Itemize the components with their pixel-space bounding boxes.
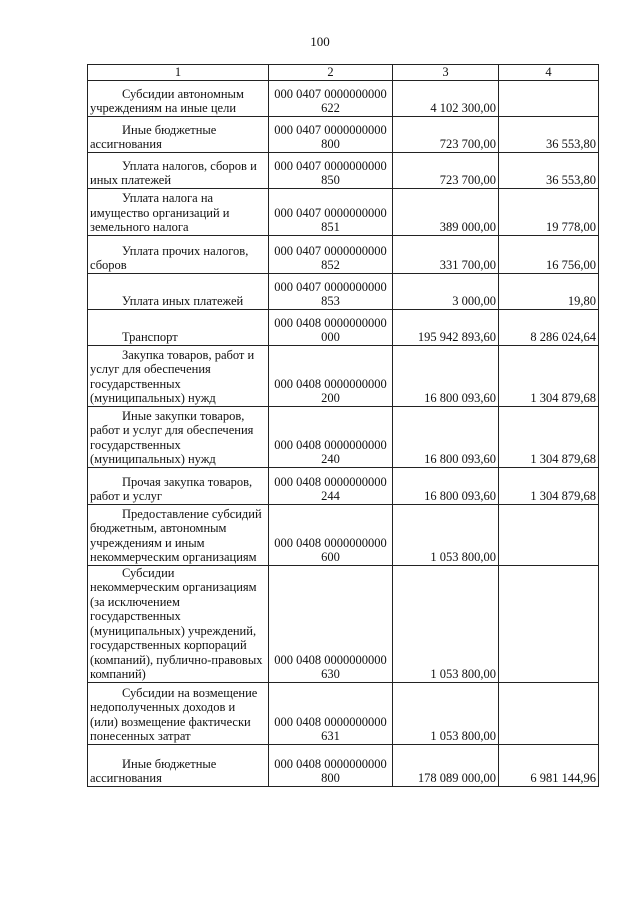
row-amount-col4	[499, 80, 599, 116]
table-row	[88, 504, 599, 565]
table-row	[88, 188, 599, 235]
row-amount-col4: 16 756,00	[499, 235, 599, 273]
row-amount-col3: 4 102 300,00	[393, 80, 499, 116]
row-code: 000 0408 0000000000 800	[269, 744, 393, 786]
row-amount-col4	[499, 504, 599, 565]
row-name: Иные бюджетные ассигнования	[90, 756, 217, 785]
row-name: Прочая закупка товаров, работ и услуг	[90, 474, 253, 503]
table-header-row	[88, 65, 599, 81]
column-header-1: 1	[88, 65, 269, 81]
row-code: 000 0407 0000000000 800	[269, 116, 393, 152]
row-code: 000 0407 0000000000 622	[269, 80, 393, 116]
row-name-cell	[88, 682, 269, 744]
row-code: 000 0408 0000000000 631	[269, 682, 393, 744]
row-name-cell	[88, 235, 269, 273]
row-code: 000 0408 0000000000 240	[269, 406, 393, 467]
row-name-cell	[88, 565, 269, 682]
row-name: Предоставление субсидий бюджетным, автономным учреждениям и иным некоммерческим организациям	[90, 506, 262, 564]
row-name: Закупка товаров, работ и услуг для обеспечения государственных (муниципальных) нужд	[90, 347, 255, 405]
row-code: 000 0407 0000000000 851	[269, 188, 393, 235]
row-name-cell	[88, 80, 269, 116]
row-amount-col3: 195 942 893,60	[393, 309, 499, 345]
row-code: 000 0408 0000000000 600	[269, 504, 393, 565]
row-amount-col3: 1 053 800,00	[393, 565, 499, 682]
row-name: Субсидии некоммерческим организациям (за исключением государственных (муниципальных) учреждений, государственных корпораций (компаний), публично-правовых компаний)	[90, 565, 263, 681]
row-amount-col4: 36 553,80	[499, 116, 599, 152]
page-number: 100	[310, 34, 330, 49]
row-code: 000 0408 0000000000 200	[269, 345, 393, 406]
row-amount-col3: 723 700,00	[393, 116, 499, 152]
budget-table	[87, 64, 599, 787]
row-amount-col4: 1 304 879,68	[499, 345, 599, 406]
row-amount-col4: 6 981 144,96	[499, 744, 599, 786]
row-amount-col4: 1 304 879,68	[499, 467, 599, 504]
row-name: Транспорт	[122, 330, 178, 344]
row-name: Уплата налога на имущество организаций и земельного налога	[90, 191, 230, 234]
row-code: 000 0408 0000000000 000	[269, 309, 393, 345]
row-amount-col3: 16 800 093,60	[393, 406, 499, 467]
table-row	[88, 152, 599, 188]
row-name: Уплата иных платежей	[122, 294, 244, 308]
row-name-cell	[88, 467, 269, 504]
row-name-cell	[88, 744, 269, 786]
row-amount-col4: 19,80	[499, 273, 599, 309]
row-code: 000 0408 0000000000 244	[269, 467, 393, 504]
column-header-2: 2	[269, 65, 393, 81]
row-amount-col3: 331 700,00	[393, 235, 499, 273]
row-code: 000 0408 0000000000 630	[269, 565, 393, 682]
row-amount-col4: 36 553,80	[499, 152, 599, 188]
row-amount-col3: 16 800 093,60	[393, 345, 499, 406]
table-row	[88, 80, 599, 116]
row-name: Субсидии автономным учреждениям на иные цели	[90, 86, 244, 115]
row-name: Субсидии на возмещение недополученных доходов и (или) возмещение фактически понесенных затрат	[90, 685, 258, 743]
row-amount-col4	[499, 565, 599, 682]
table-row	[88, 309, 599, 345]
row-name-cell	[88, 406, 269, 467]
row-name-cell	[88, 116, 269, 152]
row-name-cell	[88, 345, 269, 406]
row-name-cell	[88, 309, 269, 345]
row-amount-col4	[499, 682, 599, 744]
table-row	[88, 565, 599, 682]
row-code: 000 0407 0000000000 853	[269, 273, 393, 309]
table-row	[88, 345, 599, 406]
row-name-cell	[88, 188, 269, 235]
row-amount-col4: 1 304 879,68	[499, 406, 599, 467]
row-name-cell	[88, 152, 269, 188]
table-row	[88, 744, 599, 786]
row-name: Уплата прочих налогов, сборов	[90, 243, 249, 272]
row-amount-col3: 389 000,00	[393, 188, 499, 235]
table-row	[88, 116, 599, 152]
table-row	[88, 682, 599, 744]
row-code: 000 0407 0000000000 852	[269, 235, 393, 273]
row-amount-col3: 723 700,00	[393, 152, 499, 188]
row-name-cell	[88, 504, 269, 565]
row-code: 000 0407 0000000000 850	[269, 152, 393, 188]
row-amount-col4: 8 286 024,64	[499, 309, 599, 345]
row-name: Иные бюджетные ассигнования	[90, 122, 217, 151]
table-row	[88, 235, 599, 273]
row-amount-col3: 178 089 000,00	[393, 744, 499, 786]
table-row	[88, 273, 599, 309]
table-row	[88, 406, 599, 467]
column-header-4: 4	[499, 65, 599, 81]
row-name: Уплата налогов, сборов и иных платежей	[90, 158, 257, 187]
column-header-3: 3	[393, 65, 499, 81]
row-amount-col3: 16 800 093,60	[393, 467, 499, 504]
row-amount-col3: 1 053 800,00	[393, 504, 499, 565]
row-amount-col3: 3 000,00	[393, 273, 499, 309]
row-amount-col3: 1 053 800,00	[393, 682, 499, 744]
row-name-cell	[88, 273, 269, 309]
table-row	[88, 467, 599, 504]
row-amount-col4: 19 778,00	[499, 188, 599, 235]
row-name: Иные закупки товаров, работ и услуг для обеспечения государственных (муниципальных) нужд	[90, 408, 254, 466]
